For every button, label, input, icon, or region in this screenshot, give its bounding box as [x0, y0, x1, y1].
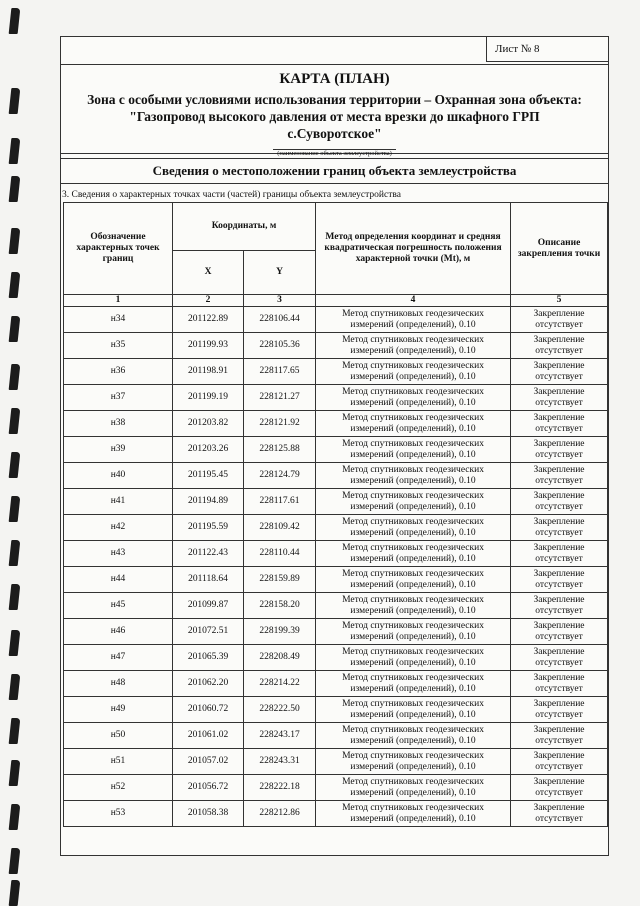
desc-line-1: Закрепление — [533, 464, 585, 475]
desc-line-1: Закрепление — [533, 360, 585, 371]
method-line-1: Метод спутниковых геодезических — [342, 334, 484, 345]
table-row — [64, 645, 608, 671]
method-line-2: измерений (определений), 0.10 — [350, 475, 476, 486]
table-row — [64, 567, 608, 593]
coord-y: 228199.39 — [244, 619, 316, 645]
table-row — [64, 593, 608, 619]
coord-x: 201062.20 — [173, 671, 244, 697]
desc-cell — [511, 307, 608, 333]
method-line-1: Метод спутниковых геодезических — [342, 360, 484, 371]
desc-cell — [511, 333, 608, 359]
desc-line-1: Закрепление — [533, 308, 585, 319]
coord-y: 228106.44 — [244, 307, 316, 333]
method-line-2: измерений (определений), 0.10 — [350, 631, 476, 642]
coord-x: 201198.91 — [173, 359, 244, 385]
method-line-2: измерений (определений), 0.10 — [350, 319, 476, 330]
point-id: н48 — [64, 671, 173, 697]
desc-cell — [511, 437, 608, 463]
desc-line-1: Закрепление — [533, 750, 585, 761]
method-cell — [316, 489, 511, 515]
point-id: н36 — [64, 359, 173, 385]
method-line-2: измерений (определений), 0.10 — [350, 787, 476, 798]
desc-cell — [511, 567, 608, 593]
desc-line-2: отсутствует — [535, 735, 583, 746]
method-line-1: Метод спутниковых геодезических — [342, 542, 484, 553]
method-cell — [316, 645, 511, 671]
method-cell — [316, 801, 511, 827]
coord-x: 201199.93 — [173, 333, 244, 359]
desc-line-2: отсутствует — [535, 605, 583, 616]
col-header-coords: Координаты, м — [173, 203, 316, 251]
method-line-2: измерений (определений), 0.10 — [350, 449, 476, 460]
desc-line-2: отсутствует — [535, 631, 583, 642]
col-header-y: Y — [244, 251, 316, 295]
coord-y: 228214.22 — [244, 671, 316, 697]
col-number-2: 2 — [173, 295, 244, 307]
method-line-2: измерений (определений), 0.10 — [350, 371, 476, 382]
method-cell — [316, 463, 511, 489]
desc-line-2: отсутствует — [535, 787, 583, 798]
desc-cell — [511, 593, 608, 619]
table-row — [64, 385, 608, 411]
col-number-1: 1 — [64, 295, 173, 307]
point-id: н34 — [64, 307, 173, 333]
desc-line-2: отсутствует — [535, 657, 583, 668]
coord-y: 228212.86 — [244, 801, 316, 827]
desc-cell — [511, 489, 608, 515]
method-line-1: Метод спутниковых геодезических — [342, 308, 484, 319]
coord-y: 228109.42 — [244, 515, 316, 541]
point-id: н53 — [64, 801, 173, 827]
table-row — [64, 515, 608, 541]
col-number-5: 5 — [511, 295, 608, 307]
desc-line-2: отсутствует — [535, 501, 583, 512]
col-number-3: 3 — [244, 295, 316, 307]
table-row — [64, 463, 608, 489]
desc-line-1: Закрепление — [533, 438, 585, 449]
method-cell — [316, 567, 511, 593]
method-line-2: измерений (определений), 0.10 — [350, 813, 476, 824]
method-line-2: измерений (определений), 0.10 — [350, 579, 476, 590]
point-id: н43 — [64, 541, 173, 567]
method-line-1: Метод спутниковых геодезических — [342, 620, 484, 631]
desc-cell — [511, 749, 608, 775]
desc-line-1: Закрепление — [533, 776, 585, 787]
method-cell — [316, 437, 511, 463]
method-line-2: измерений (определений), 0.10 — [350, 527, 476, 538]
method-line-1: Метод спутниковых геодезических — [342, 594, 484, 605]
coord-x: 201056.72 — [173, 775, 244, 801]
coord-x: 201099.87 — [173, 593, 244, 619]
desc-line-1: Закрепление — [533, 568, 585, 579]
method-cell — [316, 333, 511, 359]
desc-line-1: Закрепление — [533, 698, 585, 709]
coord-x: 201199.19 — [173, 385, 244, 411]
desc-line-1: Закрепление — [533, 620, 585, 631]
point-id: н37 — [64, 385, 173, 411]
method-line-2: измерений (определений), 0.10 — [350, 761, 476, 772]
section-title: Сведения о местоположении границ объекта землеустройства — [60, 158, 609, 184]
desc-line-1: Закрепление — [533, 334, 585, 345]
method-line-1: Метод спутниковых геодезических — [342, 438, 484, 449]
method-cell — [316, 619, 511, 645]
method-line-1: Метод спутниковых геодезических — [342, 646, 484, 657]
desc-cell — [511, 541, 608, 567]
desc-line-1: Закрепление — [533, 802, 585, 813]
col-header-x: X — [173, 251, 244, 295]
method-line-1: Метод спутниковых геодезических — [342, 724, 484, 735]
desc-line-2: отсутствует — [535, 527, 583, 538]
method-line-2: измерений (определений), 0.10 — [350, 501, 476, 512]
method-cell — [316, 307, 511, 333]
points-table — [63, 202, 608, 827]
method-line-1: Метод спутниковых геодезических — [342, 776, 484, 787]
table-row — [64, 359, 608, 385]
table-row — [64, 333, 608, 359]
method-line-2: измерений (определений), 0.10 — [350, 345, 476, 356]
desc-cell — [511, 359, 608, 385]
desc-cell — [511, 697, 608, 723]
desc-line-1: Закрепление — [533, 386, 585, 397]
table-row — [64, 723, 608, 749]
desc-line-1: Закрепление — [533, 490, 585, 501]
desc-cell — [511, 411, 608, 437]
section-subtitle: 3. Сведения о характерных точках части (частей) границы объекта землеустройства — [62, 190, 401, 200]
sheet-number: Лист № 8 — [486, 36, 609, 62]
method-line-1: Метод спутниковых геодезических — [342, 464, 484, 475]
method-cell — [316, 749, 511, 775]
method-line-1: Метод спутниковых геодезических — [342, 386, 484, 397]
coord-x: 201058.38 — [173, 801, 244, 827]
desc-line-2: отсутствует — [535, 449, 583, 460]
coord-y: 228243.17 — [244, 723, 316, 749]
coord-x: 201195.59 — [173, 515, 244, 541]
object-caption: (наименование объекта землеустройства) — [273, 149, 396, 157]
method-line-1: Метод спутниковых геодезических — [342, 672, 484, 683]
document-header — [60, 64, 609, 157]
desc-line-2: отсутствует — [535, 761, 583, 772]
coord-y: 228159.89 — [244, 567, 316, 593]
table-row — [64, 697, 608, 723]
coord-y: 228222.18 — [244, 775, 316, 801]
table-row — [64, 775, 608, 801]
desc-cell — [511, 645, 608, 671]
table-row — [64, 541, 608, 567]
desc-line-2: отсутствует — [535, 345, 583, 356]
binder-marks — [0, 0, 30, 905]
method-cell — [316, 359, 511, 385]
coord-y: 228121.27 — [244, 385, 316, 411]
method-line-1: Метод спутниковых геодезических — [342, 490, 484, 501]
desc-cell — [511, 775, 608, 801]
point-id: н39 — [64, 437, 173, 463]
method-line-1: Метод спутниковых геодезических — [342, 568, 484, 579]
table-row — [64, 619, 608, 645]
coord-x: 201118.64 — [173, 567, 244, 593]
subtitle-line-2: "Газопровод высокого давления от места врезки до шкафного ГРП — [129, 109, 540, 124]
point-id: н50 — [64, 723, 173, 749]
coord-y: 228117.61 — [244, 489, 316, 515]
point-id: н41 — [64, 489, 173, 515]
coord-x: 201203.82 — [173, 411, 244, 437]
method-line-2: измерений (определений), 0.10 — [350, 657, 476, 668]
desc-line-2: отсутствует — [535, 709, 583, 720]
coord-x: 201060.72 — [173, 697, 244, 723]
coord-x: 201194.89 — [173, 489, 244, 515]
point-id: н46 — [64, 619, 173, 645]
method-line-2: измерений (определений), 0.10 — [350, 423, 476, 434]
desc-line-2: отсутствует — [535, 397, 583, 408]
col-header-desc: Описание закрепления точки — [511, 203, 608, 295]
col-number-4: 4 — [316, 295, 511, 307]
table-row — [64, 489, 608, 515]
point-id: н49 — [64, 697, 173, 723]
document-subtitle — [61, 91, 608, 142]
points-table-body — [64, 307, 608, 827]
col-header-point: Обозначение характерных точек границ — [64, 203, 173, 295]
desc-cell — [511, 463, 608, 489]
method-line-2: измерений (определений), 0.10 — [350, 735, 476, 746]
point-id: н35 — [64, 333, 173, 359]
desc-line-1: Закрепление — [533, 412, 585, 423]
method-cell — [316, 385, 511, 411]
desc-line-1: Закрепление — [533, 594, 585, 605]
coord-x: 201122.89 — [173, 307, 244, 333]
method-line-1: Метод спутниковых геодезических — [342, 412, 484, 423]
desc-line-1: Закрепление — [533, 542, 585, 553]
method-line-2: измерений (определений), 0.10 — [350, 605, 476, 616]
table-row — [64, 411, 608, 437]
method-line-1: Метод спутниковых геодезических — [342, 516, 484, 527]
desc-line-2: отсутствует — [535, 553, 583, 564]
method-cell — [316, 593, 511, 619]
table-row — [64, 749, 608, 775]
method-cell — [316, 411, 511, 437]
desc-line-2: отсутствует — [535, 813, 583, 824]
point-id: н52 — [64, 775, 173, 801]
coord-y: 228125.88 — [244, 437, 316, 463]
point-id: н42 — [64, 515, 173, 541]
document-title: КАРТА (ПЛАН) — [279, 71, 390, 87]
method-line-2: измерений (определений), 0.10 — [350, 397, 476, 408]
coord-y: 228110.44 — [244, 541, 316, 567]
coord-y: 228121.92 — [244, 411, 316, 437]
coord-y: 228243.31 — [244, 749, 316, 775]
table-row — [64, 437, 608, 463]
desc-cell — [511, 515, 608, 541]
coord-x: 201122.43 — [173, 541, 244, 567]
desc-line-1: Закрепление — [533, 672, 585, 683]
col-header-method: Метод определения координат и средняя квадратическая погрешность положения характерной точки (Mt), м — [316, 203, 511, 295]
method-cell — [316, 697, 511, 723]
table-row — [64, 307, 608, 333]
coord-x: 201072.51 — [173, 619, 244, 645]
desc-line-1: Закрепление — [533, 724, 585, 735]
method-cell — [316, 775, 511, 801]
desc-line-2: отсутствует — [535, 371, 583, 382]
method-cell — [316, 723, 511, 749]
point-id: н44 — [64, 567, 173, 593]
desc-cell — [511, 671, 608, 697]
method-cell — [316, 541, 511, 567]
subtitle-line-1: Зона с особыми условиями использования территории – Охранная зона объекта: — [87, 92, 582, 107]
method-line-2: измерений (определений), 0.10 — [350, 553, 476, 564]
coord-x: 201203.26 — [173, 437, 244, 463]
desc-line-2: отсутствует — [535, 319, 583, 330]
coord-y: 228124.79 — [244, 463, 316, 489]
point-id: н47 — [64, 645, 173, 671]
method-line-2: измерений (определений), 0.10 — [350, 683, 476, 694]
desc-line-2: отсутствует — [535, 579, 583, 590]
desc-line-2: отсутствует — [535, 475, 583, 486]
desc-line-1: Закрепление — [533, 646, 585, 657]
table-row — [64, 801, 608, 827]
method-line-1: Метод спутниковых геодезических — [342, 698, 484, 709]
point-id: н51 — [64, 749, 173, 775]
coord-x: 201065.39 — [173, 645, 244, 671]
coord-y: 228105.36 — [244, 333, 316, 359]
desc-cell — [511, 619, 608, 645]
desc-cell — [511, 801, 608, 827]
coord-y: 228222.50 — [244, 697, 316, 723]
method-cell — [316, 671, 511, 697]
desc-line-2: отсутствует — [535, 423, 583, 434]
method-cell — [316, 515, 511, 541]
desc-cell — [511, 385, 608, 411]
method-line-1: Метод спутниковых геодезических — [342, 802, 484, 813]
table-row — [64, 671, 608, 697]
coord-x: 201057.02 — [173, 749, 244, 775]
coord-y: 228117.65 — [244, 359, 316, 385]
coord-y: 228208.49 — [244, 645, 316, 671]
point-id: н38 — [64, 411, 173, 437]
desc-line-1: Закрепление — [533, 516, 585, 527]
coord-x: 201195.45 — [173, 463, 244, 489]
point-id: н40 — [64, 463, 173, 489]
method-line-2: измерений (определений), 0.10 — [350, 709, 476, 720]
point-id: н45 — [64, 593, 173, 619]
coord-x: 201061.02 — [173, 723, 244, 749]
method-line-1: Метод спутниковых геодезических — [342, 750, 484, 761]
coord-y: 228158.20 — [244, 593, 316, 619]
subtitle-line-3: с.Суворотское" — [287, 126, 382, 141]
desc-cell — [511, 723, 608, 749]
desc-line-2: отсутствует — [535, 683, 583, 694]
